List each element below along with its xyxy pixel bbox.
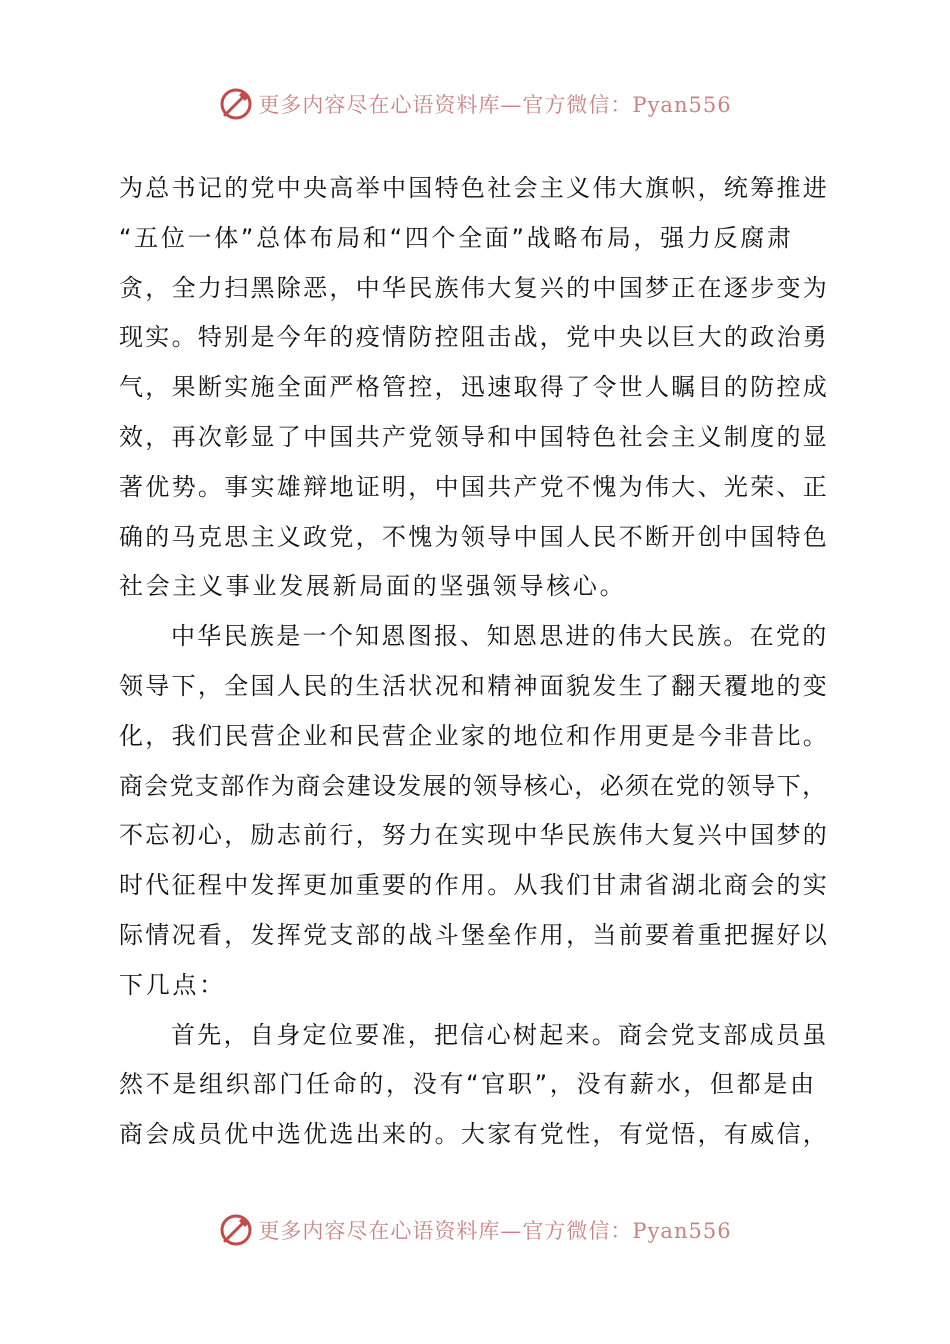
paragraph-line: 社会主义事业发展新局面的坚强领导核心。 <box>119 572 627 601</box>
footer-watermark-banner <box>0 1210 950 1250</box>
paragraph-line: 贪，全力扫黑除恶，中华民族伟大复兴的中国梦正在逐步变为 <box>119 273 830 302</box>
paragraph-line: 效，再次彰显了中国共产党领导和中国特色社会主义制度的显 <box>119 422 830 451</box>
paragraph-line: 首先，自身定位要准，把信心树起来。商会党支部成员虽 <box>171 1020 829 1049</box>
pen-logo-icon <box>218 86 254 122</box>
paragraph-line: 领导下，全国人民的生活状况和精神面貌发生了翻天覆地的变 <box>119 671 830 700</box>
footer-watermark-text: 更多内容尽在心语资料库—官方微信：Pyan556 <box>258 1219 732 1243</box>
paragraph <box>119 1011 831 1160</box>
paragraph-line: 中华民族是一个知恩图报、知恩思进的伟大民族。在党的 <box>171 622 829 651</box>
paragraph-line: 不忘初心，励志前行，努力在实现中华民族伟大复兴中国梦的 <box>119 821 830 850</box>
paragraph-line: “五位一体”总体布局和“四个全面”战略布局，强力反腐肃 <box>119 223 794 252</box>
header-watermark-text: 更多内容尽在心语资料库—官方微信：Pyan556 <box>258 93 732 117</box>
paragraph-line: 商会党支部作为商会建设发展的领导核心，必须在党的领导下， <box>119 771 828 800</box>
paragraph <box>119 164 831 612</box>
pen-logo-icon <box>218 1212 254 1248</box>
header-watermark-banner <box>0 84 950 124</box>
paragraph-line: 气，果断实施全面严格管控，迅速取得了令世人瞩目的防控成 <box>119 373 830 402</box>
paragraph-line: 时代征程中发挥更加重要的作用。从我们甘肃省湖北商会的实 <box>119 871 830 900</box>
document-body <box>119 164 831 1160</box>
paragraph-line: 现实。特别是今年的疫情防控阻击战，党中央以巨大的政治勇 <box>119 323 830 352</box>
paragraph-line: 际情况看，发挥党支部的战斗堡垒作用，当前要着重把握好以 <box>119 920 830 949</box>
paragraph-line: 化，我们民营企业和民营企业家的地位和作用更是今非昔比。 <box>119 721 830 750</box>
paragraph <box>119 612 831 1010</box>
paragraph-line: 商会成员优中选优选出来的。大家有党性，有觉悟，有威信， <box>119 1120 830 1149</box>
paragraph-line: 著优势。事实雄辩地证明，中国共产党不愧为伟大、光荣、正 <box>119 472 830 501</box>
paragraph-line: 然不是组织部门任命的，没有“官职”，没有薪水，但都是由 <box>119 1070 817 1099</box>
paragraph-line: 为总书记的党中央高举中国特色社会主义伟大旗帜，统筹推进 <box>119 174 830 202</box>
paragraph-line: 下几点： <box>119 970 226 999</box>
paragraph-line: 确的马克思主义政党，不愧为领导中国人民不断开创中国特色 <box>119 522 830 551</box>
